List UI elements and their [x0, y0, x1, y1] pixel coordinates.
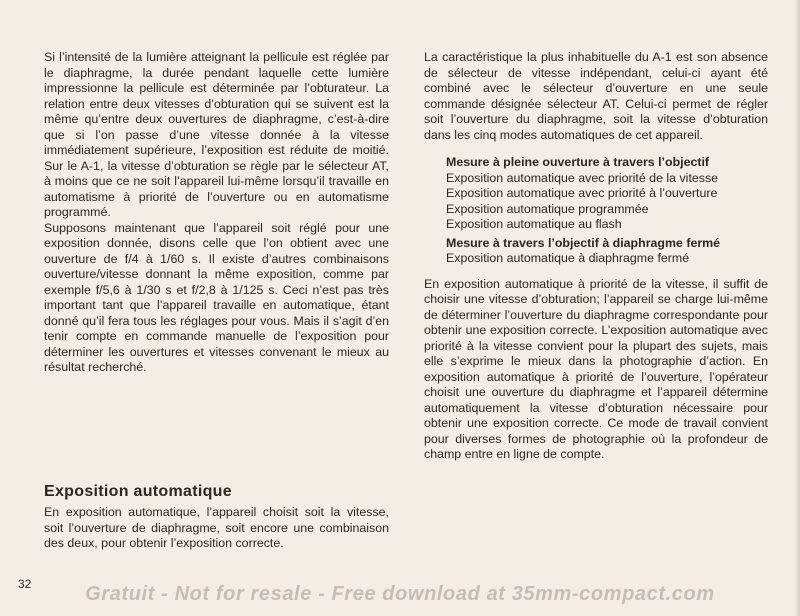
left-paragraph-combinations: Supposons maintenant que l’appareil soit réglé pour une exposition donnée, disons celle que l’on obtient avec une ouverture de f/4 à 1/60 s. Il existe d’autres combinaisons ouverture/vitesse donnant la même exposition, comme par exemple f/5,6 à 1/30 s et f/2,8 à 1/125 s. Ceci n’est pas très important tant que l’appareil travaille en automatique, étant donné qu’il fera tous les réglages pour vous. Mais il s’agit d’en tenir compte en commande manuelle de l’exposition pour déterminer les ouvertures et vitesses convenant le mieux au résultat recherché. [44, 220, 389, 374]
right-column [424, 50, 768, 463]
mode-group-title: Mesure à pleine ouverture à travers l’objectif [446, 155, 710, 169]
mode-item: Exposition automatique programmée [446, 201, 649, 216]
metering-modes-list [446, 155, 768, 267]
mode-item: Exposition automatique au flash [446, 217, 622, 231]
right-paragraph-priority-modes: En exposition automatique à priorité de la vitesse, il suffit de choisir une vitesse d’obturation; l’appareil se charge lui-même de déterminer l’ouverture du diaphragme correspondante pour obtenir une exposition correcte. L’exposition automatique avec priorité à la vitesse convient pour la plupart des sujets, mais elle s’exprime le mieux dans la photographie d’action. En exposition automatique à priorité de l’ouverture, l’opérateur choisit une ouverture du diaphragme et l’appareil détermine automatiquement la vitesse d’obturation nécessaire pour obtenir une exposition correcte. Ce mode de travail convient pour diverses formes de photographie où la profondeur de champ entre en ligne de compte. [424, 276, 768, 461]
mode-item: Exposition automatique avec priorité à l’ouverture [446, 186, 718, 200]
mode-item: Exposition automatique avec priorité de la vitesse [446, 170, 719, 185]
mode-item: Exposition automatique à diaphragme fermé [446, 251, 690, 265]
left-column [44, 50, 389, 376]
right-paragraph-intro: La caractéristique la plus inhabituelle du A-1 est son absence de sélecteur de vitesse indépendant, celui-ci ayant été combiné avec le sélecteur d’ouverture en une seule commande désignée sélecteur AT. Celui-ci permet de régler soit l’ouverture du diaphragme, soit la vitesse d’obturation dans les cinq modes automatiques de cet appareil. [424, 50, 768, 142]
page-number: 32 [18, 577, 32, 591]
mode-group-full-aperture [446, 155, 768, 233]
section-heading-auto-exposure: Exposition automatique [44, 483, 232, 500]
mode-group-stopped-down [446, 236, 768, 267]
left-paragraph-auto-exposure: En exposition automatique, l’appareil choisit soit la vitesse, soit l’ouverture de diaphragme, soit encore une combinaison des deux, pour obtenir l’exposition correcte. [44, 505, 389, 550]
watermark-text: Gratuit - Not for resale - Free download at 35mm-compact.com [85, 583, 715, 605]
left-paragraph-shutter: Si l’intensité de la lumière atteignant la pellicule est réglée par le diaphragme, la durée pendant laquelle cette lumière impressionne la pellicule est déterminée par l’obturateur. La relation entre deux vitesses d’obturation qui se suivent est la même qu’entre deux ouvertures de diaphragme, c’est-à-dire que si l’on passe d’une vitesse donnée à la vitesse immédiatement supérieure, l’exposition est réduite de moitié. Sur le A-1, la vitesse d’obturation se règle par le sélecteur AT, à moins que ce ne soit l’appareil lui-même lorsqu’il travaille en automatisme à priorité de l’ouverture ou en automatisme programmé. [44, 50, 389, 219]
mode-group-title: Mesure à travers l’objectif à diaphragme fermé [446, 235, 721, 250]
page-edge-shadow [794, 0, 800, 616]
